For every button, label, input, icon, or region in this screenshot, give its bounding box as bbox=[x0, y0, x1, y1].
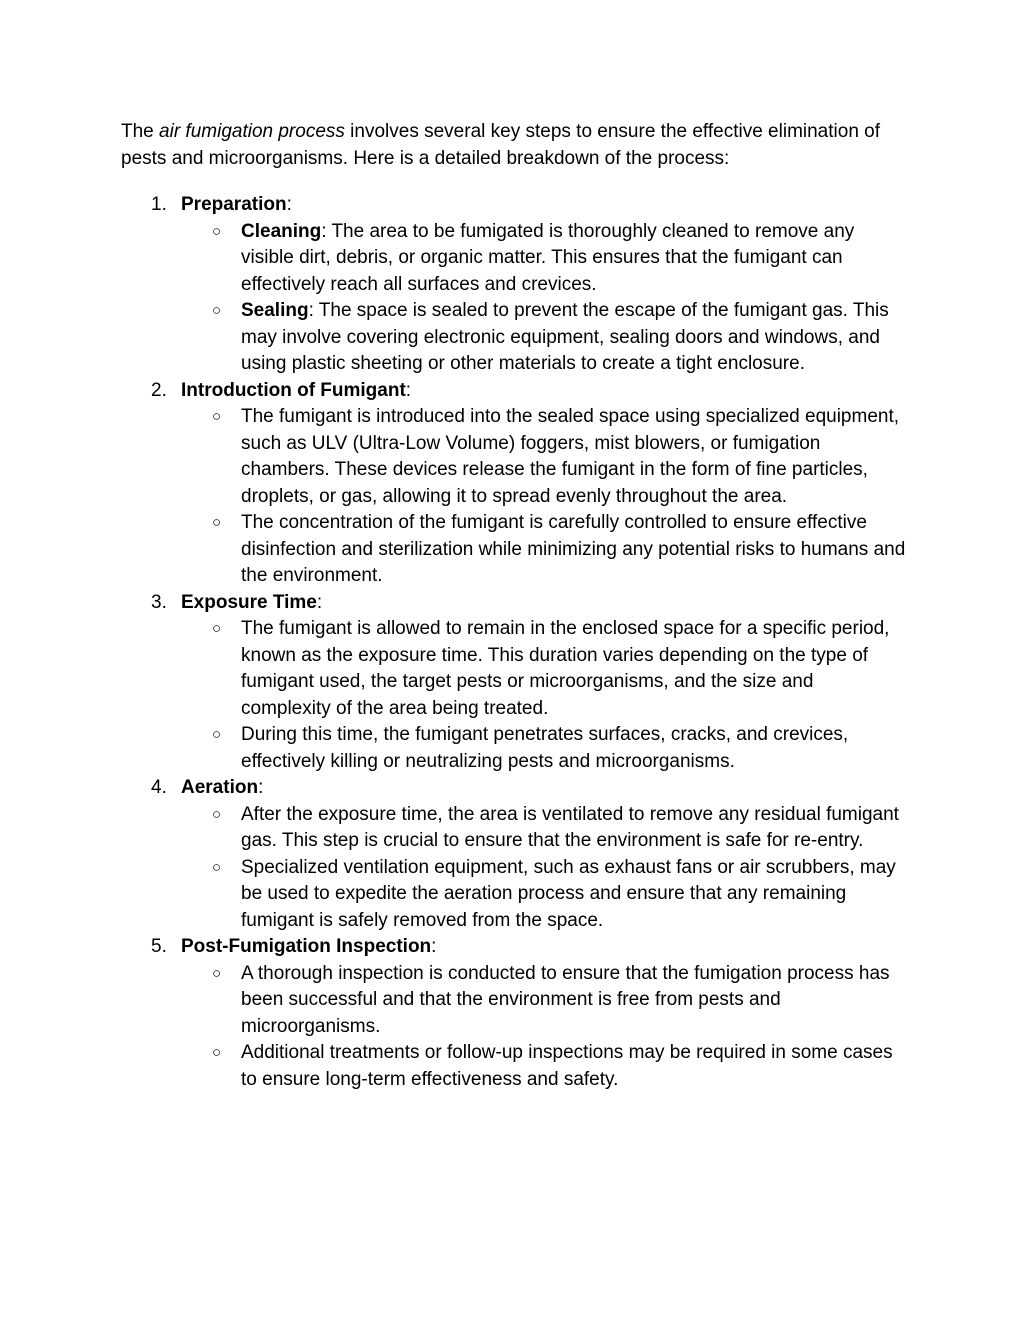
sub-item bbox=[181, 855, 906, 935]
circle-bullet-icon: ○ bbox=[212, 302, 222, 319]
circle-bullet-icon: ○ bbox=[212, 858, 222, 876]
sub-item-text: Additional treatments or follow-up inspections may be required in some cases to ensure long-term effectiveness and safety. bbox=[241, 1042, 893, 1090]
document-page bbox=[121, 119, 906, 1093]
step-aeration bbox=[121, 775, 906, 934]
sub-item-text: The concentration of the fumigant is carefully controlled to ensure effective disinfection and sterilization while minimizing any potential risks to humans and the environment. bbox=[241, 512, 906, 586]
sub-item-text: : The space is sealed to prevent the escape of the fumigant gas. This may involve covering electronic equipment, sealing doors and windows, and using plastic sheeting or other materials to create a tight enclosure. bbox=[241, 300, 889, 374]
circle-bullet-icon: ○ bbox=[212, 964, 222, 982]
step-number: 4. bbox=[151, 777, 167, 798]
intro-paragraph bbox=[121, 119, 906, 172]
step-colon: : bbox=[431, 936, 437, 957]
sub-item-text: The fumigant is introduced into the sealed space using specialized equipment, such as ULV (Ultra-Low Volume) foggers, mist blowers, or fumigation chambers. These devices release the fumigant in the form of fine particles, droplets, or gas, allowing it to spread evenly throughout the area. bbox=[241, 406, 900, 507]
step-post-fumigation-inspection bbox=[121, 934, 906, 1093]
step-title: Preparation bbox=[181, 194, 287, 215]
sub-item bbox=[181, 722, 906, 775]
sub-item-text: After the exposure time, the area is ventilated to remove any residual fumigant gas. This step is crucial to ensure that the environment is safe for re-entry. bbox=[241, 803, 899, 851]
sub-item-text: : The area to be fumigated is thoroughly cleaned to remove any visible dirt, debris, or organic matter. This ensures that the fumigant can effectively reach all surfaces and crevices. bbox=[241, 220, 855, 295]
circle-bullet-icon: ○ bbox=[212, 514, 222, 531]
step-number: 2. bbox=[151, 379, 167, 401]
step-preparation bbox=[121, 192, 906, 378]
circle-bullet-icon: ○ bbox=[212, 620, 222, 637]
step-colon: : bbox=[405, 379, 412, 401]
sub-item-bold: Sealing bbox=[241, 300, 309, 321]
circle-bullet-icon: ○ bbox=[212, 805, 222, 823]
step-title: Exposure Time bbox=[181, 591, 317, 613]
sub-item-cleaning bbox=[181, 219, 906, 299]
step-colon: : bbox=[258, 777, 264, 798]
sub-item-text: A thorough inspection is conducted to ensure that the fumigation process has been successful and that the environment is free from pests and microorganisms. bbox=[241, 962, 890, 1037]
step-number: 5. bbox=[151, 936, 167, 957]
sub-item-text: Specialized ventilation equipment, such as exhaust fans or air scrubbers, may be used to expedite the aeration process and ensure that any remaining fumigant is safely removed from the space. bbox=[241, 856, 896, 931]
sub-list bbox=[181, 616, 906, 775]
sub-item-text: During this time, the fumigant penetrates surfaces, cracks, and crevices, effectively killing or neutralizing pests and microorganisms. bbox=[241, 724, 849, 772]
sub-item-text: The fumigant is allowed to remain in the enclosed space for a specific period, known as the exposure time. This duration varies depending on the type of fumigant used, the target pests or microorganisms, and the size and complexity of the area being treated. bbox=[241, 618, 890, 719]
sub-list bbox=[181, 961, 906, 1094]
sub-item bbox=[181, 404, 906, 510]
sub-item bbox=[181, 510, 906, 590]
intro-emphasis: air fumigation process bbox=[159, 121, 345, 142]
sub-item-sealing bbox=[181, 298, 906, 378]
sub-item bbox=[181, 1040, 906, 1093]
step-number: 1. bbox=[151, 194, 167, 215]
step-number: 3. bbox=[151, 591, 167, 613]
sub-item bbox=[181, 961, 906, 1041]
step-introduction-of-fumigant bbox=[121, 378, 906, 590]
steps-list bbox=[121, 192, 906, 1093]
sub-list bbox=[181, 219, 906, 378]
sub-list bbox=[181, 404, 906, 590]
step-exposure-time bbox=[121, 590, 906, 776]
circle-bullet-icon: ○ bbox=[212, 408, 222, 425]
step-title: Aeration bbox=[181, 777, 259, 798]
step-colon: : bbox=[316, 591, 323, 613]
step-colon: : bbox=[286, 194, 292, 215]
step-title: Introduction of Fumigant bbox=[181, 379, 406, 401]
sub-item bbox=[181, 616, 906, 722]
intro-text-before: The bbox=[121, 121, 160, 142]
intro-text-after: involves several key steps to ensure the effective elimination of pests and microorganisms. Here is a detailed breakdown of the process: bbox=[121, 121, 881, 169]
sub-item-bold: Cleaning bbox=[241, 220, 322, 242]
circle-bullet-icon: ○ bbox=[212, 1044, 222, 1061]
circle-bullet-icon: ○ bbox=[212, 222, 222, 240]
sub-item bbox=[181, 802, 906, 855]
sub-list bbox=[181, 802, 906, 935]
step-title: Post-Fumigation Inspection bbox=[181, 936, 432, 957]
circle-bullet-icon: ○ bbox=[212, 726, 222, 743]
